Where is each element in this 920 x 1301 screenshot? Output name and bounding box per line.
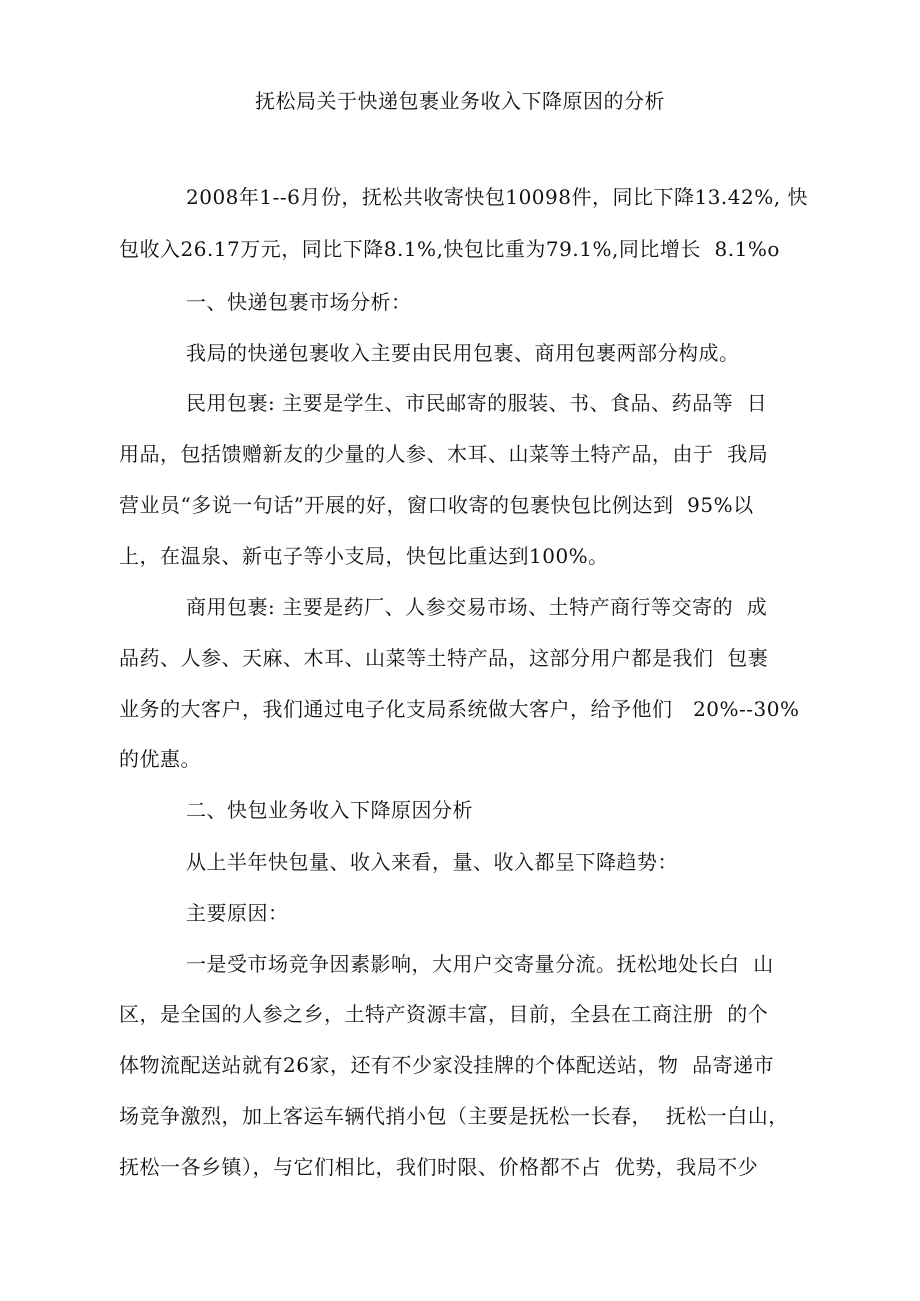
paragraph-line: 一是受市场竞争因素影响，大用户交寄量分流。抚松地处长白 山 bbox=[186, 952, 774, 976]
paragraph-line: 的优惠。 bbox=[119, 747, 201, 771]
section-heading: 一、快递包裹市场分析： bbox=[186, 290, 412, 314]
paragraph-line: 场竞争激烈，加上客运车辆代捎小包（主要是抚松一长春， 抚松一白山， bbox=[119, 1104, 789, 1128]
paragraph-line: 民用包裹: 主要是学生、市民邮寄的服装、书、食品、药品等 日 bbox=[186, 391, 768, 415]
document-title: 抚松局关于快递包裹业务收入下降原因的分析 bbox=[255, 89, 665, 113]
paragraph-line: 商用包裹: 主要是药厂、人参交易市场、土特产商行等交寄的 成 bbox=[186, 595, 768, 619]
paragraph-line: 抚松一各乡镇），与它们相比，我们时限、价格都不占 优势，我局不少 bbox=[119, 1155, 759, 1179]
paragraph-line: 主要原因： bbox=[186, 901, 289, 925]
paragraph-line: 营业员“多说一句话”开展的好，窗口收寄的包裹快包比例达到 95%以 bbox=[119, 493, 754, 517]
paragraph-line: 从上半年快包量、收入来看，量、收入都呈下降趋势： bbox=[186, 850, 678, 874]
paragraph-line: 业务的大客户，我们通过电子化支局系统做大客户，给予他们 20%--30% bbox=[119, 697, 800, 721]
paragraph-line: 品药、人参、天麻、木耳、山菜等土特产品，这部分用户都是我们 包裹 bbox=[119, 646, 769, 670]
paragraph-line: 我局的快递包裹收入主要由民用包裹、商用包裹两部分构成。 bbox=[186, 341, 740, 365]
paragraph-line: 包收入26.17万元，同比下降8.1%,快包比重为79.1%,同比增长 8.1%o bbox=[119, 237, 780, 261]
paragraph-line: 区，是全国的人参之乡，土特产资源丰富，目前，全县在工商注册 的个 bbox=[119, 1002, 769, 1026]
paragraph-line: 用品，包括馈赠新友的少量的人参、木耳、山菜等土特产品，由于 我局 bbox=[119, 442, 769, 466]
section-heading: 二、快包业务收入下降原因分析 bbox=[186, 798, 473, 822]
paragraph-line: 体物流配送站就有26家，还有不少家没挂牌的个体配送站，物 品寄递市 bbox=[119, 1053, 775, 1077]
paragraph-line: 2008年1--6月份，抚松共收寄快包10098件，同比下降13.42%, 快 bbox=[186, 185, 808, 209]
paragraph-line: 上，在温泉、新屯子等小支局，快包比重达到100%。 bbox=[119, 544, 609, 568]
